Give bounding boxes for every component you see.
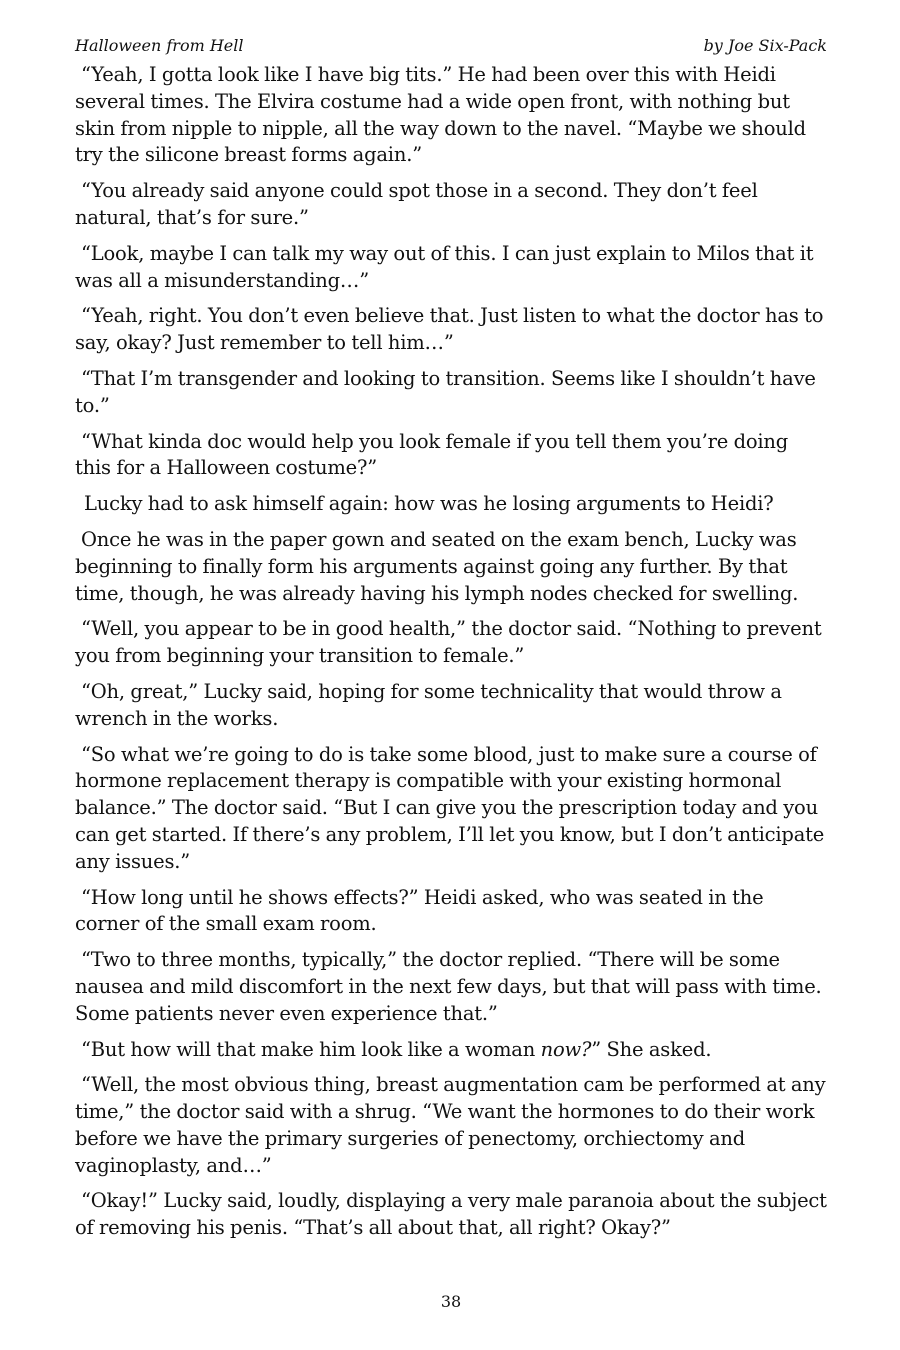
paragraph: “Well, the most obvious thing, breast augmentation cam be performed at any time,” the doctor said with a shrug. “We want the hormones to do their work before we have the primary surgeries of penectomy, orchiectomy and vaginoplasty, and…” — [75, 1073, 826, 1177]
paragraph: Lucky had to ask himself again: how was he losing arguments to Heidi? — [84, 492, 774, 516]
book-page — [75, 36, 827, 1326]
paragraph: “Yeah, I gotta look like I have big tits.” He had been over this with Heidi several times. The Elvira costume had a wide open front, with nothing but skin from nipple to nipple, all the way down to the navel. “Maybe we should try the silicone breast forms again.” — [75, 63, 806, 167]
running-header — [75, 36, 827, 62]
paragraph: “Yeah, right. You don’t even believe that. Just listen to what the doctor has to say, okay? Just remember to tell him…” — [75, 304, 824, 355]
paragraph-text: ” She asked. — [591, 1037, 712, 1061]
paragraph: “How long until he shows effects?” Heidi asked, who was seated in the corner of the small exam room. — [75, 885, 764, 936]
paragraph: “You already said anyone could spot those in a second. They don’t feel natural, that’s for sure.” — [75, 179, 758, 229]
book-title: Halloween from Hell — [75, 36, 244, 55]
paragraph-text: “But how will that make him look like a woman — [81, 1037, 541, 1061]
paragraph-with-italic — [75, 1037, 827, 1064]
paragraph: “Look, maybe I can talk my way out of this. I can just explain to Milos that it was all a misunderstanding…” — [75, 241, 814, 292]
paragraph: “Oh, great,” Lucky said, hoping for some technicality that would throw a wrench in the works. — [75, 679, 782, 730]
paragraph: “That I’m transgender and looking to transition. Seems like I shouldn’t have to.” — [75, 366, 816, 417]
paragraph: Once he was in the paper gown and seated on the exam bench, Lucky was beginning to finally form his arguments against going any further. By that time, though, he was already having his lymph nodes checked for swelling. — [75, 527, 799, 605]
italic-word: now? — [540, 1037, 592, 1061]
book-author: by Joe Six-Pack — [703, 36, 827, 55]
paragraph: “Two to three months, typically,” the doctor replied. “There will be some nausea and mild discomfort in the next few days, but that will pass with time. Some patients never even experience that.” — [75, 948, 822, 1025]
paragraph: “Okay!” Lucky said, loudly, displaying a very male paranoia about the subject of removing his penis. “That’s all about that, all right? Okay?” — [75, 1189, 827, 1240]
paragraph: “What kinda doc would help you look female if you tell them you’re doing this for a Halloween costume?” — [75, 429, 789, 480]
paragraph: “So what we’re going to do is take some blood, just to make sure a course of hormone replacement therapy is compatible with your existing hormonal balance.” The doctor said. “But I can give you the prescription today and you can get started. If there’s any problem, I’ll let you know, but I don’t anticipate any issues.” — [75, 742, 825, 873]
body-text — [75, 62, 827, 1242]
page-number: 38 — [440, 1292, 462, 1311]
paragraph: “Well, you appear to be in good health,” the doctor said. “Nothing to prevent you from beginning your transition to female.” — [75, 617, 822, 668]
